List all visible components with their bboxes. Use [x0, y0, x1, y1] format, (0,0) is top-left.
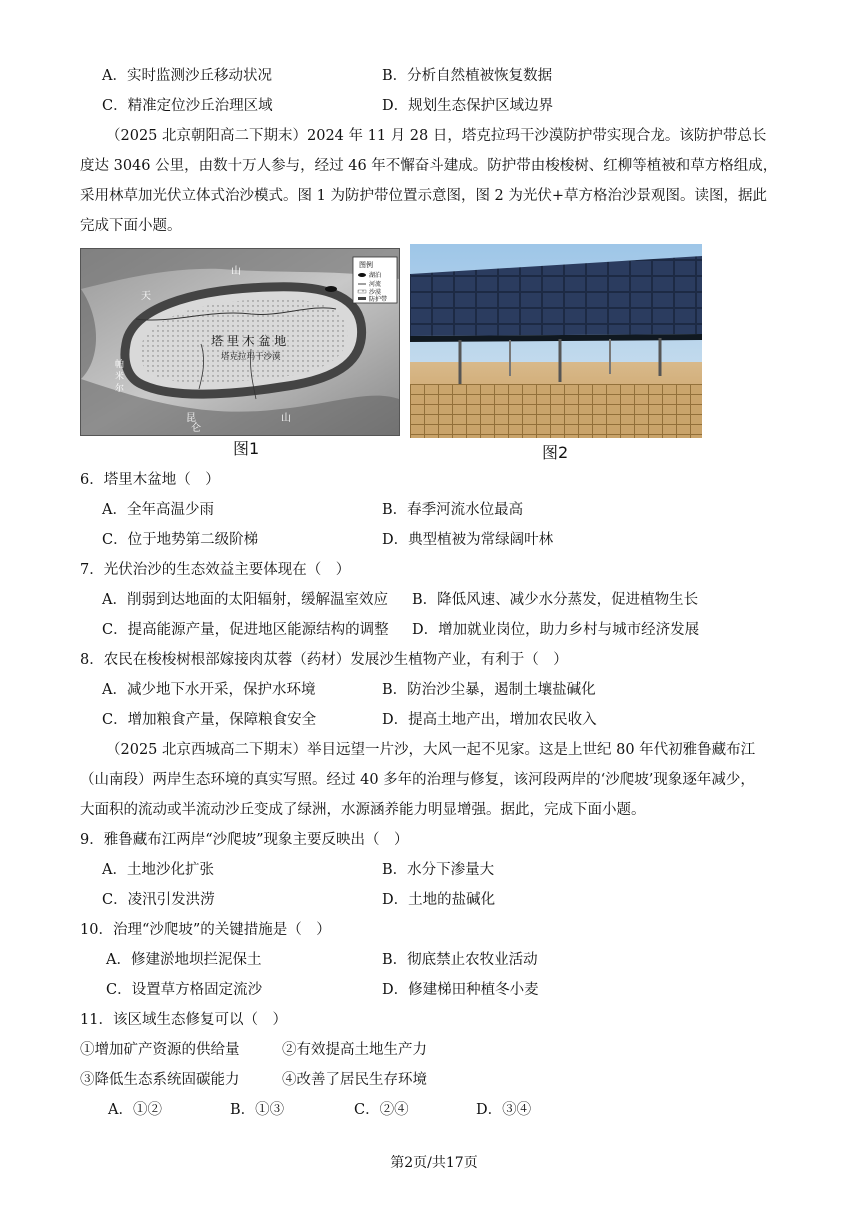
q8-option-b: B．防治沙尘暴，遏制土壤盐碱化	[382, 682, 596, 698]
figure-2-photo-graphic	[410, 244, 702, 438]
q7-option-b: B．降低风速、减少水分蒸发，促进植物生长	[412, 592, 699, 608]
page-number: 第2页/共17页	[390, 1155, 478, 1171]
q9-option-a: A．土地沙化扩张	[102, 862, 214, 878]
q8-option-a: A．减少地下水开采，保护水环境	[102, 682, 316, 698]
q6-option-b: B．春季河流水位最高	[382, 502, 524, 518]
q5-option-a: A．实时监测沙丘移动状况	[102, 68, 272, 84]
legend-title: 图例	[359, 261, 373, 269]
passage2-line-3: 大面积的流动或半流动沙丘变成了绿洲，水源涵养能力明显增强。据此，完成下面小题。	[80, 802, 646, 818]
q8-stem: 8．农民在梭梭树根部嫁接肉苁蓉（药材）发展沙生植物产业，有利于（ ）	[80, 652, 568, 668]
label-er: 尔	[115, 384, 125, 394]
q6-option-c: C．位于地势第二级阶梯	[102, 532, 259, 548]
label-tian: 天	[141, 291, 151, 302]
passage1-line-3: 采用林草加光伏立体式治沙模式。图 1 为防护带位置示意图，图 2 为光伏+草方格治沙景观图。读图，据此	[80, 188, 768, 204]
q9-option-b: B．水分下渗量大	[382, 862, 495, 878]
q10-option-b: B．彻底禁止农牧业活动	[382, 952, 538, 968]
label-shan-1: 山	[231, 266, 241, 277]
q11-stem: 11．该区域生态修复可以（ ）	[80, 1012, 287, 1028]
desert-label: 塔克拉玛干沙漠	[221, 352, 281, 362]
q5-option-b: B．分析自然植被恢复数据	[382, 68, 553, 84]
q8-option-d: D．提高土地产出，增加农民收入	[382, 712, 597, 728]
legend-desert: 沙漠	[369, 289, 382, 296]
q10-option-a: A．修建淤地坝拦泥保土	[106, 952, 262, 968]
q9-option-d: D．土地的盐碱化	[382, 892, 496, 908]
q10-stem: 10．治理“沙爬坡”的关键措施是（ ）	[80, 922, 331, 938]
q6-option-d: D．典型植被为常绿阔叶林	[382, 532, 554, 548]
q11-option-c: C．②④	[354, 1102, 409, 1118]
passage1-line-4: 完成下面小题。	[80, 218, 182, 234]
q5-option-c: C．精准定位沙丘治理区域	[102, 98, 273, 114]
q7-stem: 7．光伏治沙的生态效益主要体现在（ ）	[80, 562, 351, 578]
figure-2-photo	[410, 244, 702, 438]
q6-stem: 6．塔里木盆地（ ）	[80, 472, 220, 488]
label-kun: 昆	[186, 413, 196, 424]
q11-option-a: A．①②	[108, 1102, 162, 1118]
figure-1-map-graphic	[81, 249, 399, 435]
q6-option-a: A．全年高温少雨	[102, 502, 214, 518]
figure-1-map	[80, 248, 400, 436]
label-pa: 帕	[115, 360, 125, 370]
q11-option-d: D．③④	[476, 1102, 532, 1118]
q11-statement-3: ③降低生态系统固碳能力	[80, 1072, 240, 1088]
legend-lake: 湖泊	[369, 272, 382, 279]
passage1-line-2: 度达 3046 公里，由数十万人参与，经过 46 年不懈奋斗建成。防护带由梭梭树、红柳等植被和草方格组成，	[80, 158, 778, 174]
q11-statement-2: ②有效提高土地生产力	[282, 1042, 427, 1058]
q11-statement-1: ①增加矿产资源的供给量	[80, 1042, 240, 1058]
legend-belt: 防护带	[369, 296, 388, 303]
passage2-line-1: （2025 北京西城高二下期末）举目远望一片沙，大风一起不见家。这是上世纪 80 年代初雅鲁藏布江	[106, 742, 756, 758]
q7-option-a: A．削弱到达地面的太阳辐射，缓解温室效应	[102, 592, 388, 608]
q10-option-c: C．设置草方格固定流沙	[106, 982, 263, 998]
q8-option-c: C．增加粮食产量，保障粮食安全	[102, 712, 317, 728]
figure-1-caption: 图1	[233, 439, 260, 458]
basin-label: 塔 里 木 盆 地	[211, 334, 287, 348]
legend-river: 河流	[369, 281, 382, 288]
q5-option-d: D．规划生态保护区域边界	[382, 98, 554, 114]
q11-option-b: B．①③	[230, 1102, 285, 1118]
label-shan-2: 山	[281, 413, 291, 424]
q11-statement-4: ④改善了居民生存环境	[282, 1072, 427, 1088]
q9-option-c: C．凌汛引发洪涝	[102, 892, 215, 908]
q9-stem: 9．雅鲁藏布江两岸“沙爬坡”现象主要反映出（ ）	[80, 832, 409, 848]
passage1-line-1: （2025 北京朝阳高二下期末）2024 年 11 月 28 日，塔克拉玛干沙漠防护带实现合龙。该防护带总长	[106, 128, 767, 144]
q7-option-d: D．增加就业岗位，助力乡村与城市经济发展	[412, 622, 700, 638]
figure-2-caption: 图2	[542, 443, 569, 462]
q7-option-c: C．提高能源产量，促进地区能源结构的调整	[102, 622, 389, 638]
passage2-line-2: （山南段）两岸生态环境的真实写照。经过 40 多年的治理与修复，该河段两岸的‘沙爬坡’现象逐年减少，	[80, 772, 755, 788]
label-mi: 米	[115, 372, 125, 382]
label-lun: 仑	[191, 423, 201, 434]
q10-option-d: D．修建梯田种植冬小麦	[382, 982, 539, 998]
